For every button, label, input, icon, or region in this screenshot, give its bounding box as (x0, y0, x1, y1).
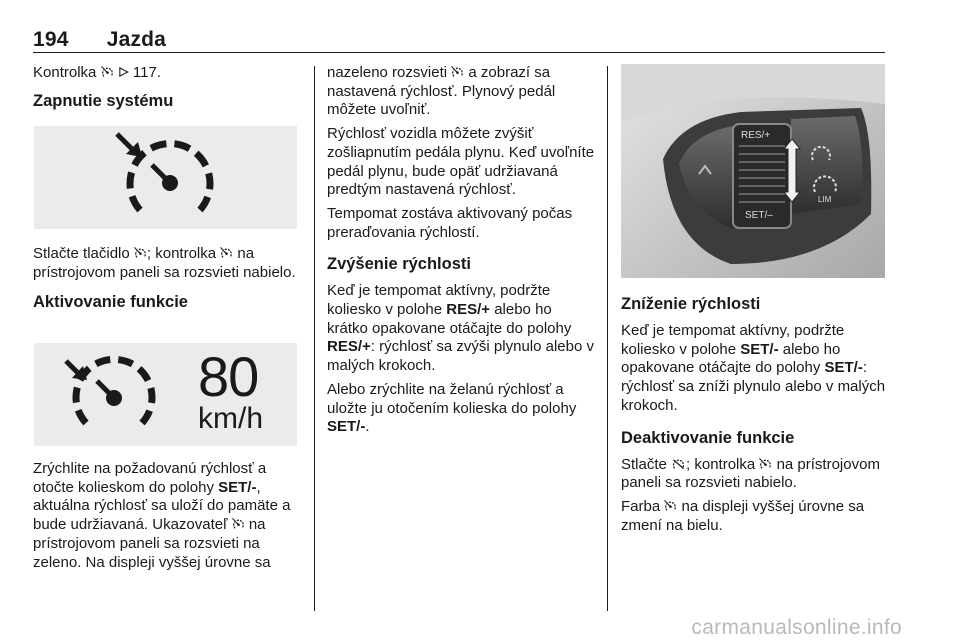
steering-switch-photo (621, 64, 885, 278)
heading-enable-system: Zapnutie systému (33, 91, 174, 110)
cruise-control-icon (451, 66, 464, 78)
heading-decrease-speed: Zníženie rýchlosti (621, 295, 761, 313)
page-reference-icon (118, 66, 129, 78)
column-1-bottom (33, 460, 301, 577)
column-2 (327, 64, 595, 442)
column-divider-1 (314, 66, 315, 611)
cruise-control-off-icon (671, 458, 686, 470)
cruise-control-icon (232, 518, 245, 530)
paragraph-deactivate: Stlačte ; kontrolka na prístrojovom paneli sa rozsvieti nabielo. (621, 455, 880, 492)
cruise-control-large-icon (34, 126, 297, 229)
paragraph-gear-change: Tempomat zostáva aktivovaný počas preraďovania rýchlostí. (327, 204, 573, 241)
display-speed: 80 (198, 345, 259, 408)
switch-label-res: RES/+ (741, 130, 771, 141)
figure-activate (34, 343, 297, 446)
display-unit: km/h (198, 402, 264, 435)
heading-increase-speed: Zvýšenie rýchlosti (327, 255, 471, 274)
paragraph-decrease: Keď je tempomat aktívny, podržte koliesko v polohe SET/- alebo ho opakovane otáčajte do polohy SET/-: rýchlosť sa zníži plynulo alebo v malých krokoch. (621, 322, 886, 414)
column-1 (33, 64, 301, 111)
figure-enable (34, 126, 297, 229)
paragraph-alternative: Alebo zrýchlite na želanú rýchlosť a uložte ju otočením kolieska do polohy SET/-. (327, 380, 577, 436)
column-divider-2 (607, 66, 608, 611)
cruise-control-icon (134, 247, 147, 259)
cruise-control-icon (101, 66, 114, 78)
page-header (33, 28, 166, 52)
switch-label-lim: LIM (818, 195, 832, 204)
paragraph-raise-speed: Rýchlosť vozidla môžete zvýšiť zošliapnutím pedála plynu. Keď uvoľníte pedál plynu, bude opäť udržiavaná predtým nastavená rýchlosť. (327, 125, 595, 199)
switch-label-set: SET/– (745, 210, 773, 221)
heading-deactivate: Deaktivovanie funkcie (621, 428, 795, 447)
paragraph-lamp-ref: Kontrolka 117. (33, 64, 161, 81)
column-1-mid (33, 245, 301, 312)
paragraph-increase: Keď je tempomat aktívny, podržte koliesko v polohe RES/+ alebo ho krátko opakovane otáčajte do polohy RES/+: rýchlosť sa zvýši plynulo alebo v malých krokoch. (327, 282, 595, 375)
paragraph-continued: nazeleno rozsvieti a zobrazí sa nastavená rýchlosť. Plynový pedál môžete uvoľniť. (327, 64, 556, 119)
column-3 (621, 294, 889, 540)
page-number: 194 (33, 28, 69, 51)
paragraph-press-button: Stlačte tlačidlo ; kontrolka na prístrojovom paneli sa rozsvieti nabielo. (33, 245, 296, 281)
header-divider (33, 52, 885, 53)
paragraph-color-change: Farba na displeji vyššej úrovne sa zmení na bielu. (621, 497, 865, 534)
heading-activate: Aktivovanie funkcie (33, 293, 188, 312)
watermark: carmanualsonline.info (691, 616, 902, 639)
cruise-control-active-icon (34, 343, 174, 446)
cruise-control-icon (664, 500, 677, 512)
paragraph-accelerate: Zrýchlite na požadovanú rýchlosť a otočte kolieskom do polohy SET/-, aktuálna rýchlosť sa uloží do pamäte a bude udržiavaná. Ukazovateľ na prístrojovom paneli sa rozsvieti na zeleno. Na displeji vyššej úrovne sa (33, 460, 291, 571)
cruise-control-icon (220, 247, 233, 259)
section-title: Jazda (106, 28, 167, 51)
cruise-control-icon (759, 458, 772, 470)
